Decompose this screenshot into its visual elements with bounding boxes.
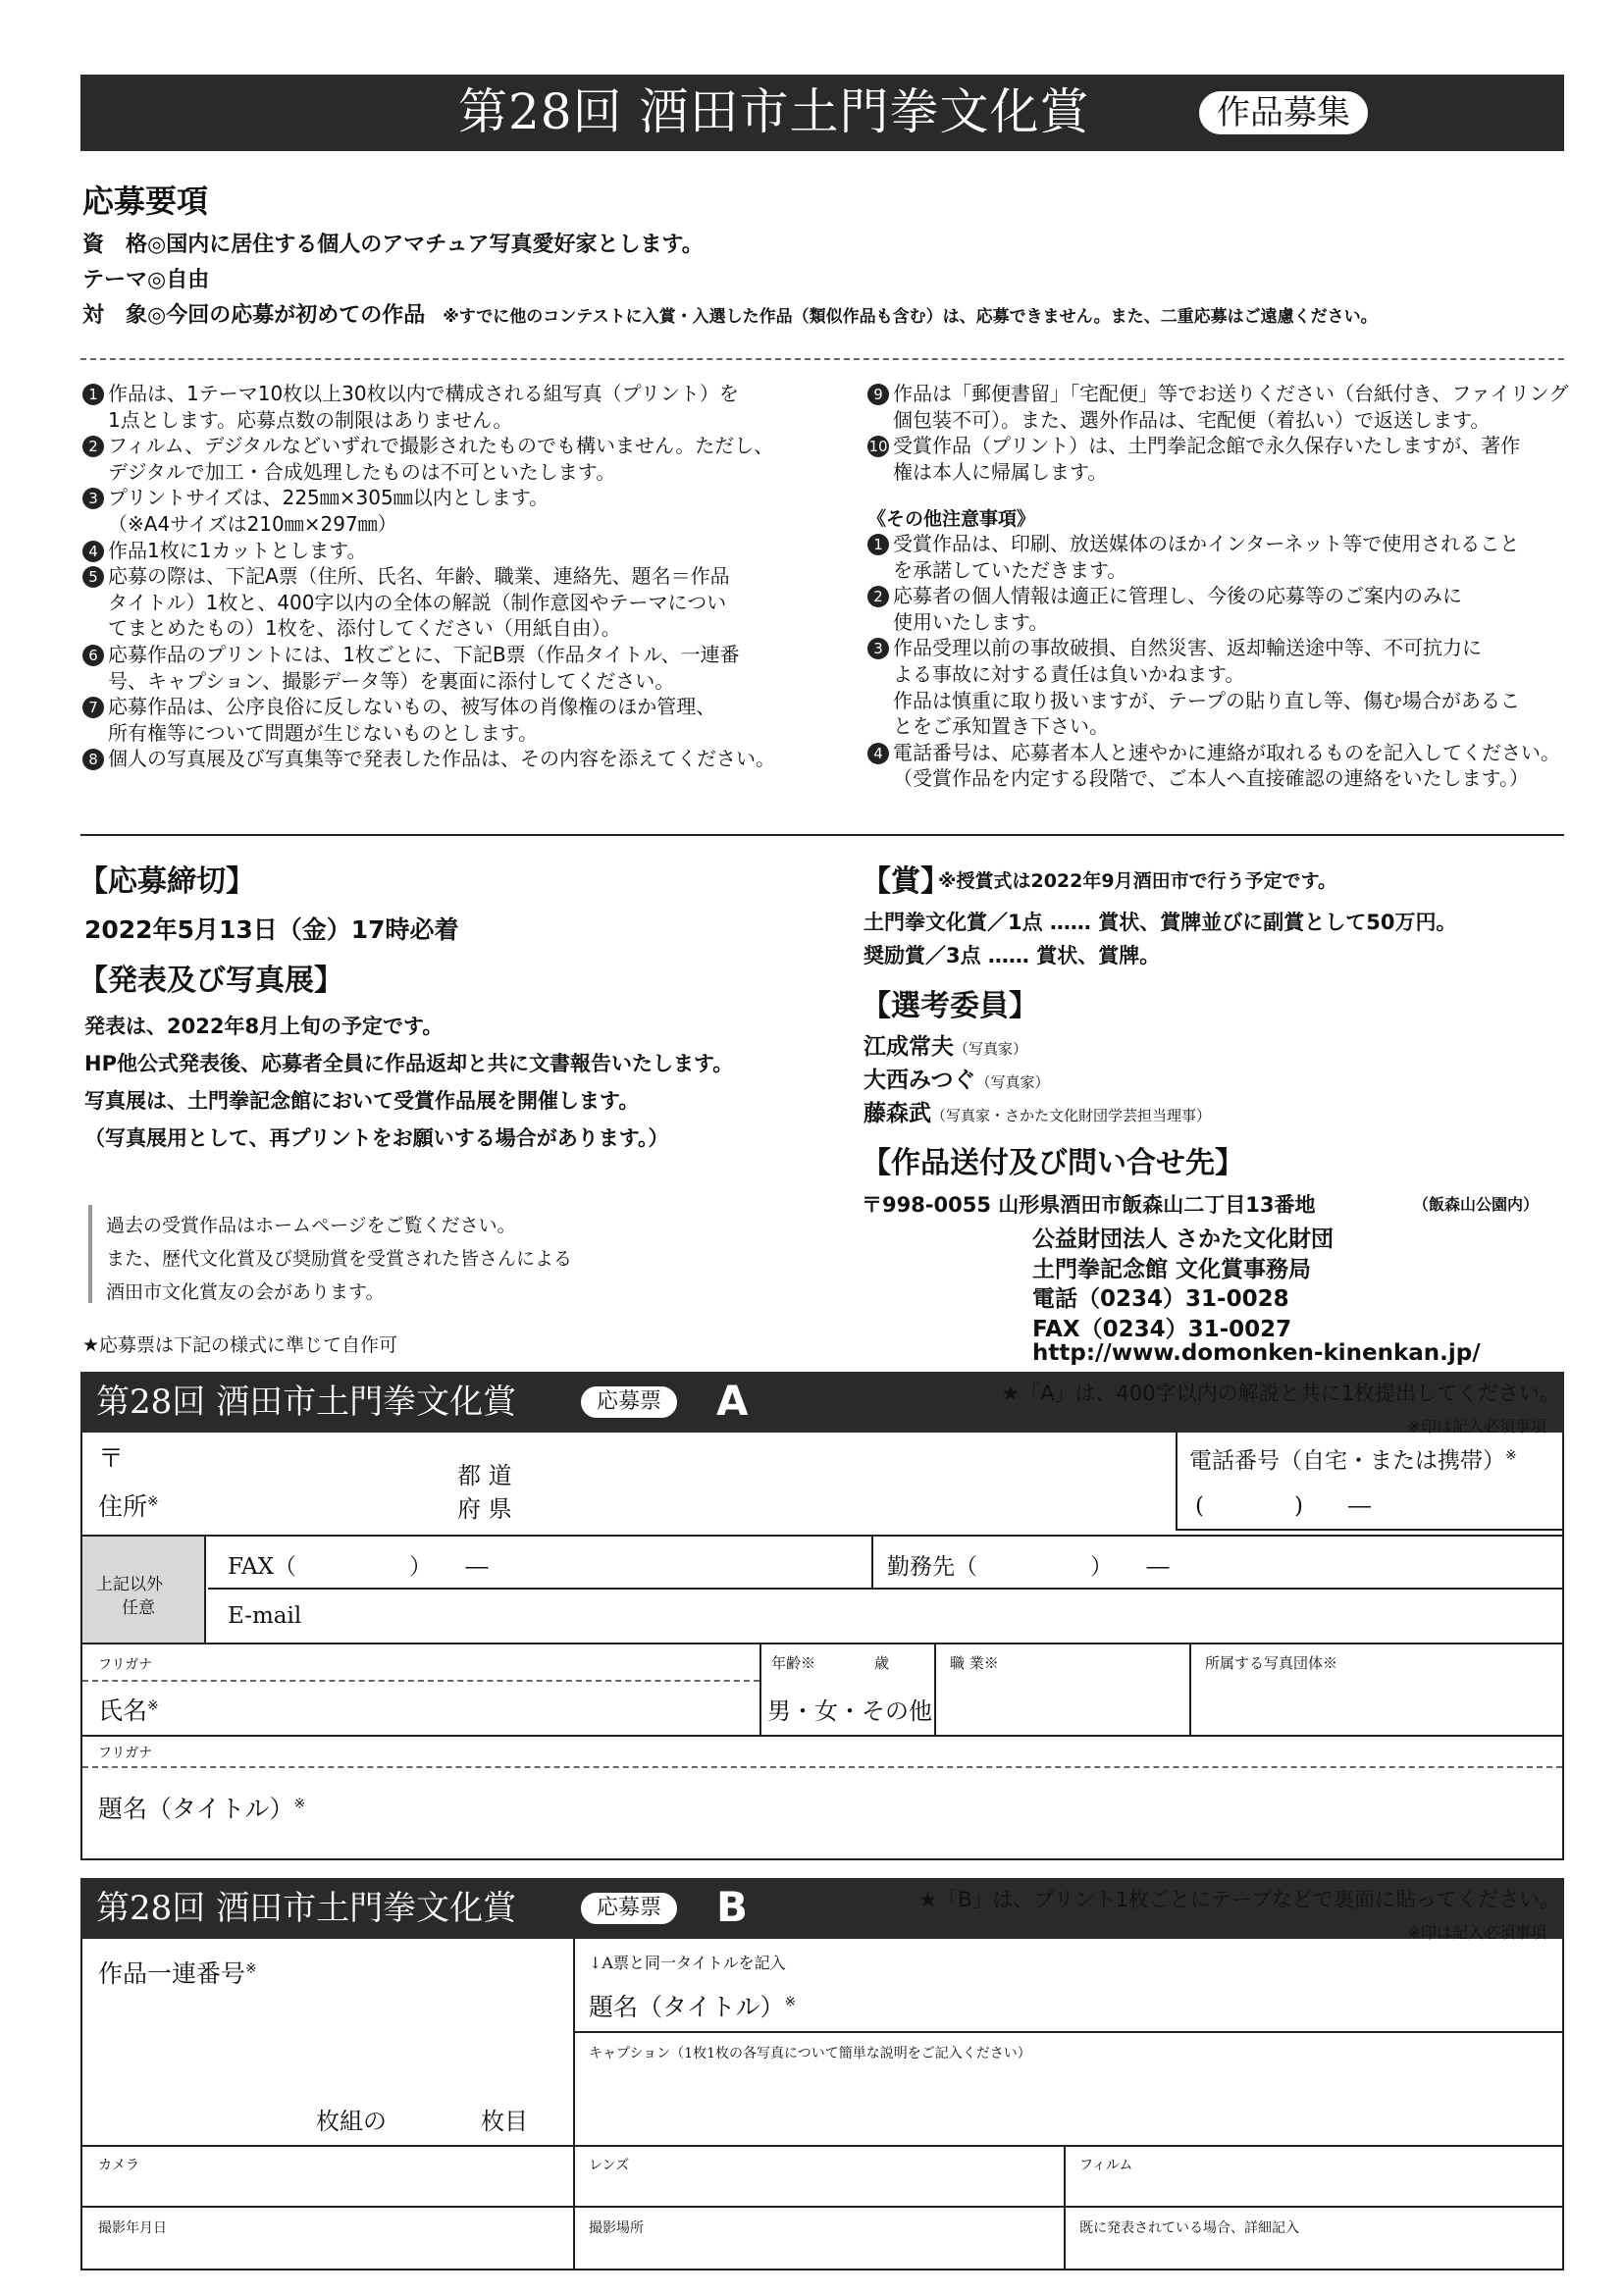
list-item-continued <box>82 590 726 616</box>
work-input[interactable] <box>871 1537 1562 1588</box>
date-label: 撮影年月日 <box>98 2220 167 2236</box>
list-item-continued <box>82 459 615 486</box>
contact-line: 公益財団法人 さかた文化財団 <box>1032 1226 1335 1252</box>
list-text: 1点とします。応募点数の制限はありません。 <box>108 407 513 432</box>
requirement-text: 自由 <box>166 268 210 292</box>
address-input[interactable] <box>239 1433 1250 1535</box>
form-b-instruction: ★「B」は、プリント1枚ごとにテープなどで裏面に貼ってください。 <box>918 1888 1560 1911</box>
phone-label: 電話番号（自宅・または携帯）※ <box>1189 1447 1517 1474</box>
judge-name: 藤森武 <box>864 1101 931 1126</box>
announce-line: HP他公式発表後、応募者全員に作品返却と共に文書報告いたします。 <box>84 1052 734 1075</box>
list-item <box>867 381 1568 407</box>
group-label: 所属する写真団体※ <box>1205 1654 1338 1672</box>
number-bullet: 8 <box>82 749 104 770</box>
other-notes-heading: 《その他注意事項》 <box>867 508 1036 530</box>
list-item-continued <box>867 407 1490 434</box>
b-title-input[interactable] <box>575 1939 1562 2033</box>
list-item <box>867 531 1519 557</box>
phone-template: ( ) ― <box>1195 1493 1371 1519</box>
form-b-required-note: ※印は記入必須事項 <box>1407 1923 1546 1942</box>
prefecture-label-1: 都 道 <box>457 1462 512 1489</box>
requirement-row <box>82 298 1378 329</box>
list-text: 応募作品は、公序良俗に反しないもの、被写体の肖像権のほか管理、 <box>108 695 716 719</box>
list-text: 電話番号は、応募者本人と速やかに連絡が取れるものを記入してください。 <box>893 740 1560 764</box>
list-text: 号、キャプション、撮影データ等）を裏面に添付してください。 <box>108 668 675 693</box>
self-made-note: ★応募票は下記の様式に準じて自作可 <box>82 1334 398 1356</box>
list-text: フィルム、デジタルなどいずれで撮影されたものでも構いません。ただし、 <box>108 434 774 458</box>
past-note-bar <box>88 1205 92 1303</box>
list-item <box>867 583 1462 609</box>
number-bullet: 5 <box>82 566 104 588</box>
number-bullet: 4 <box>82 541 104 562</box>
deadline-text: 2022年5月13日（金）17時必着 <box>84 915 459 944</box>
form-b-badge: 応募票 <box>581 1893 677 1924</box>
work-label: 勤務先（ ） ― <box>887 1554 1170 1580</box>
list-text: 作品受理以前の事故破損、自然災害、返却輸送途中等、不可抗力に <box>893 636 1482 660</box>
list-item <box>867 433 1520 459</box>
judge-row <box>864 1028 1027 1061</box>
list-text: 権は本人に帰属します。 <box>893 459 1108 484</box>
job-input[interactable] <box>936 1644 1191 1735</box>
list-item <box>82 642 740 668</box>
contact-line: 電話（0234）31-0028 <box>1032 1286 1289 1312</box>
number-bullet: 2 <box>867 586 889 607</box>
list-text: デジタルで加工・合成処理したものは不可といたします。 <box>108 459 616 484</box>
number-bullet: 3 <box>867 638 889 659</box>
optional-label-1: 上記以外 <box>96 1575 163 1594</box>
email-input[interactable] <box>208 1592 1562 1643</box>
list-text: タイトル）1枚と、400字以内の全体の解説（制作意図やテーマについ <box>108 590 727 614</box>
published-input[interactable] <box>1066 2208 1562 2269</box>
list-text: 応募作品のプリントには、1枚ごとに、下記B票（作品タイトル、一連番 <box>108 643 740 666</box>
form-b-letter: B <box>716 1883 749 1931</box>
contact-line: http://www.domonken-kinenkan.jp/ <box>1032 1340 1481 1366</box>
name-row <box>82 1644 1562 1737</box>
title-label: 題名（タイトル）※ <box>98 1795 306 1823</box>
list-text: 個包装不可）。また、選外作品は、宅配便（着払い）で返送します。 <box>893 407 1491 432</box>
list-item-continued <box>82 720 538 747</box>
fax-label: FAX（ ） ― <box>228 1554 489 1580</box>
number-bullet: 3 <box>82 488 104 509</box>
list-text: 所有権等について問題が生じないものとします。 <box>108 720 538 745</box>
serial-number-input[interactable] <box>82 1939 575 2145</box>
list-item <box>82 694 715 720</box>
form-a-instruction: ★「A」は、400字以内の解説と共に1枚提出してください。 <box>1001 1382 1560 1405</box>
list-item <box>82 746 775 772</box>
list-item-continued <box>867 661 1244 688</box>
list-text: （受賞作品を内定する段階で、ご本人へ直接確認の連絡をいたします。） <box>893 766 1529 791</box>
judge-role: （写真家） <box>954 1040 1028 1058</box>
header-banner <box>80 75 1564 151</box>
list-item-continued <box>867 459 1107 486</box>
announce-line: 発表は、2022年8月上旬の予定です。 <box>84 1015 444 1038</box>
form-a <box>80 1433 1564 1860</box>
form-b-title: 第28回 酒田市土門拳文化賞 <box>96 1889 517 1928</box>
film-input[interactable] <box>1066 2147 1562 2208</box>
judges-heading: 【選考委員】 <box>862 989 1038 1023</box>
divider <box>80 834 1564 836</box>
name-label: 氏名※ <box>98 1696 159 1725</box>
email-label: E-mail <box>228 1603 302 1629</box>
list-item <box>82 381 739 407</box>
list-text: 応募の際は、下記A票（住所、氏名、年齢、職業、連絡先、題名＝作品 <box>108 564 730 589</box>
form-a-title: 第28回 酒田市土門拳文化賞 <box>96 1383 517 1422</box>
place-label: 撮影場所 <box>589 2220 644 2236</box>
phone-box[interactable] <box>1176 1433 1564 1531</box>
list-item <box>82 563 730 590</box>
contact-line: FAX（0234）31-0027 <box>1032 1316 1292 1342</box>
number-bullet: 7 <box>82 697 104 718</box>
list-text: 受賞作品は、印刷、放送媒体のほかインターネット等で使用されること <box>893 532 1520 555</box>
contact-address: 〒998-0055 山形県酒田市飯森山二丁目13番地 <box>862 1193 1316 1217</box>
requirement-text: 国内に居住する個人のアマチュア写真愛好家とします。 <box>166 233 704 257</box>
form-a-required-note: ※印は記入必須事項 <box>1407 1417 1546 1435</box>
judge-role: （写真家・さかた文化財団学芸担当理事） <box>931 1107 1212 1124</box>
requirements-heading: 応募要項 <box>82 183 209 220</box>
form-b <box>80 1939 1564 2270</box>
name-input[interactable] <box>82 1644 759 1735</box>
sheet-count-label: 枚組の 枚目 <box>316 2108 528 2135</box>
list-item-continued <box>82 511 397 538</box>
lens-input[interactable] <box>575 2147 1066 2208</box>
judge-name: 江成常夫 <box>864 1034 954 1060</box>
furigana-label: フリガナ <box>98 1746 153 1761</box>
list-item <box>82 433 773 459</box>
age-input[interactable] <box>759 1644 936 1735</box>
contact-line: 土門拳記念館 文化賞事務局 <box>1032 1256 1312 1282</box>
announce-line: 写真展は、土門拳記念館において受賞作品展を開催します。 <box>84 1089 640 1113</box>
list-item-continued <box>867 609 1048 636</box>
past-note-line: また、歴代文化賞及び奨励賞を受賞された皆さんによる <box>106 1248 573 1270</box>
list-text: 受賞作品（プリント）は、土門拳記念館で永久保存いたしますが、著作 <box>893 434 1521 458</box>
job-label: 職 業※ <box>950 1654 999 1672</box>
form-a-letter: A <box>716 1377 749 1425</box>
requirement-row <box>82 263 209 293</box>
requirement-row <box>82 228 704 258</box>
postal-mark: 〒 <box>98 1444 125 1474</box>
list-text: を承諾していただきます。 <box>893 557 1127 582</box>
date-input[interactable] <box>82 2208 575 2269</box>
requirement-label: 対 象◎ <box>82 303 167 328</box>
requirement-label: テーマ◎ <box>82 268 167 292</box>
fax-input[interactable] <box>208 1537 1562 1590</box>
place-input[interactable] <box>575 2208 1066 2269</box>
list-item <box>82 538 367 564</box>
gender-options: 男・女・その他 <box>767 1697 932 1725</box>
judge-row <box>864 1062 1050 1094</box>
title-input[interactable] <box>82 1737 1562 1858</box>
list-text: 個人の写真展及び写真集等で発表した作品は、その内容を添えてください。 <box>108 747 775 771</box>
number-bullet: 10 <box>868 438 888 456</box>
list-item-continued <box>82 407 512 434</box>
award-line: 奨励賞／3点 …… 賞状、賞牌。 <box>864 944 1161 967</box>
furigana-divider <box>82 1766 1562 1768</box>
number-bullet: 1 <box>867 534 889 555</box>
prefecture-label-2: 府 県 <box>457 1495 512 1523</box>
optional-row <box>82 1535 1562 1644</box>
list-item-continued <box>867 557 1126 584</box>
caption-label: キャプション（1枚1枚の各写真について簡単な説明をご記入ください） <box>589 2046 1031 2061</box>
furigana-divider <box>82 1680 759 1682</box>
requirement-note: ※すでに他のコンテストに入賞・入選した作品（類似作品も含む）は、応募できません。また、二重応募はご遠慮ください。 <box>443 307 1378 327</box>
award-line: 土門拳文化賞／1点 …… 賞状、賞牌並びに副賞として50万円。 <box>864 911 1457 934</box>
lens-label: レンズ <box>589 2158 630 2173</box>
number-bullet: 1 <box>82 384 104 405</box>
number-bullet: 6 <box>82 645 104 666</box>
list-item-continued <box>867 688 1520 714</box>
list-text: （※A4サイズは210㎜×297㎜） <box>108 512 397 536</box>
page-title: 第28回 酒田市土門拳文化賞 <box>458 83 1090 140</box>
same-title-note: ↓A票と同一タイトルを記入 <box>589 1954 786 1972</box>
furigana-label: フリガナ <box>98 1657 153 1673</box>
list-item <box>82 485 549 511</box>
divider <box>80 358 1564 360</box>
past-note-line: 過去の受賞作品はホームページをご覧ください。 <box>106 1215 516 1236</box>
number-bullet: 2 <box>82 436 104 457</box>
requirement-label: 資 格◎ <box>82 233 167 257</box>
list-text: 作品は「郵便書留」「宅配便」等でお送りください（台紙付き、ファイリング <box>893 382 1569 405</box>
past-note-line: 酒田市文化賞友の会があります。 <box>106 1281 385 1303</box>
list-text: とをご承知置き下さい。 <box>893 714 1109 739</box>
caption-input[interactable] <box>575 2033 1562 2145</box>
awards-heading: 【賞】 <box>862 864 950 899</box>
announce-line: （写真展用として、再プリントをお願いする場合があります。） <box>84 1126 669 1150</box>
list-text: よる事故に対する責任は負いかねます。 <box>893 662 1245 686</box>
list-item-continued <box>867 765 1529 792</box>
judge-row <box>864 1095 1211 1127</box>
b-title-label: 題名（タイトル）※ <box>589 1993 797 2021</box>
awards-note: ※授賞式は2022年9月酒田市で行う予定です。 <box>938 870 1337 892</box>
list-item-continued <box>867 713 1109 740</box>
requirement-text: 今回の応募が初めての作品 <box>166 303 426 328</box>
list-item-continued <box>82 615 621 642</box>
list-text: 使用いたします。 <box>893 609 1049 634</box>
serial-number-label: 作品一連番号※ <box>98 1959 257 1988</box>
list-item <box>867 740 1560 766</box>
list-text: 作品1枚に1カットとします。 <box>108 538 367 562</box>
list-text: プリントサイズは、225㎜×305㎜以内とします。 <box>108 486 550 510</box>
optional-label-2: 任意 <box>122 1598 155 1618</box>
recruit-badge: 作品募集 <box>1199 91 1368 134</box>
deadline-heading: 【応募締切】 <box>79 864 255 899</box>
address-label: 住所※ <box>98 1492 159 1521</box>
published-label: 既に発表されている場合、詳細記入 <box>1079 2220 1299 2236</box>
announce-heading: 【発表及び写真展】 <box>79 964 343 998</box>
group-input[interactable] <box>1191 1644 1562 1735</box>
judge-role: （写真家） <box>975 1073 1050 1091</box>
list-item <box>867 635 1482 661</box>
contact-heading: 【作品送付及び問い合せ先】 <box>862 1146 1244 1180</box>
judge-name: 大西みつぐ <box>864 1068 976 1093</box>
list-text: てまとめたもの）1枚を、添付してください（用紙自由）。 <box>108 616 621 641</box>
camera-label: カメラ <box>98 2158 139 2173</box>
list-text: 作品は、1テーマ10枚以上30枚以内で構成される組写真（プリント）を <box>108 382 739 405</box>
number-bullet: 4 <box>867 743 889 764</box>
camera-input[interactable] <box>82 2147 575 2208</box>
list-text: 作品は慎重に取り扱いますが、テープの貼り直し等、傷む場合があるこ <box>893 688 1520 712</box>
film-label: フィルム <box>1079 2158 1133 2173</box>
number-bullet: 9 <box>867 384 889 405</box>
form-a-badge: 応募票 <box>581 1386 677 1418</box>
data-grid <box>82 2145 1562 2269</box>
age-label: 年齢※ 歳 <box>771 1654 890 1672</box>
list-text: 応募者の個人情報は適正に管理し、今後の応募等のご案内のみに <box>893 584 1462 608</box>
contact-address-note: （飯森山公園内） <box>1413 1195 1540 1214</box>
list-item-continued <box>82 668 674 695</box>
optional-label-cell <box>82 1537 206 1643</box>
